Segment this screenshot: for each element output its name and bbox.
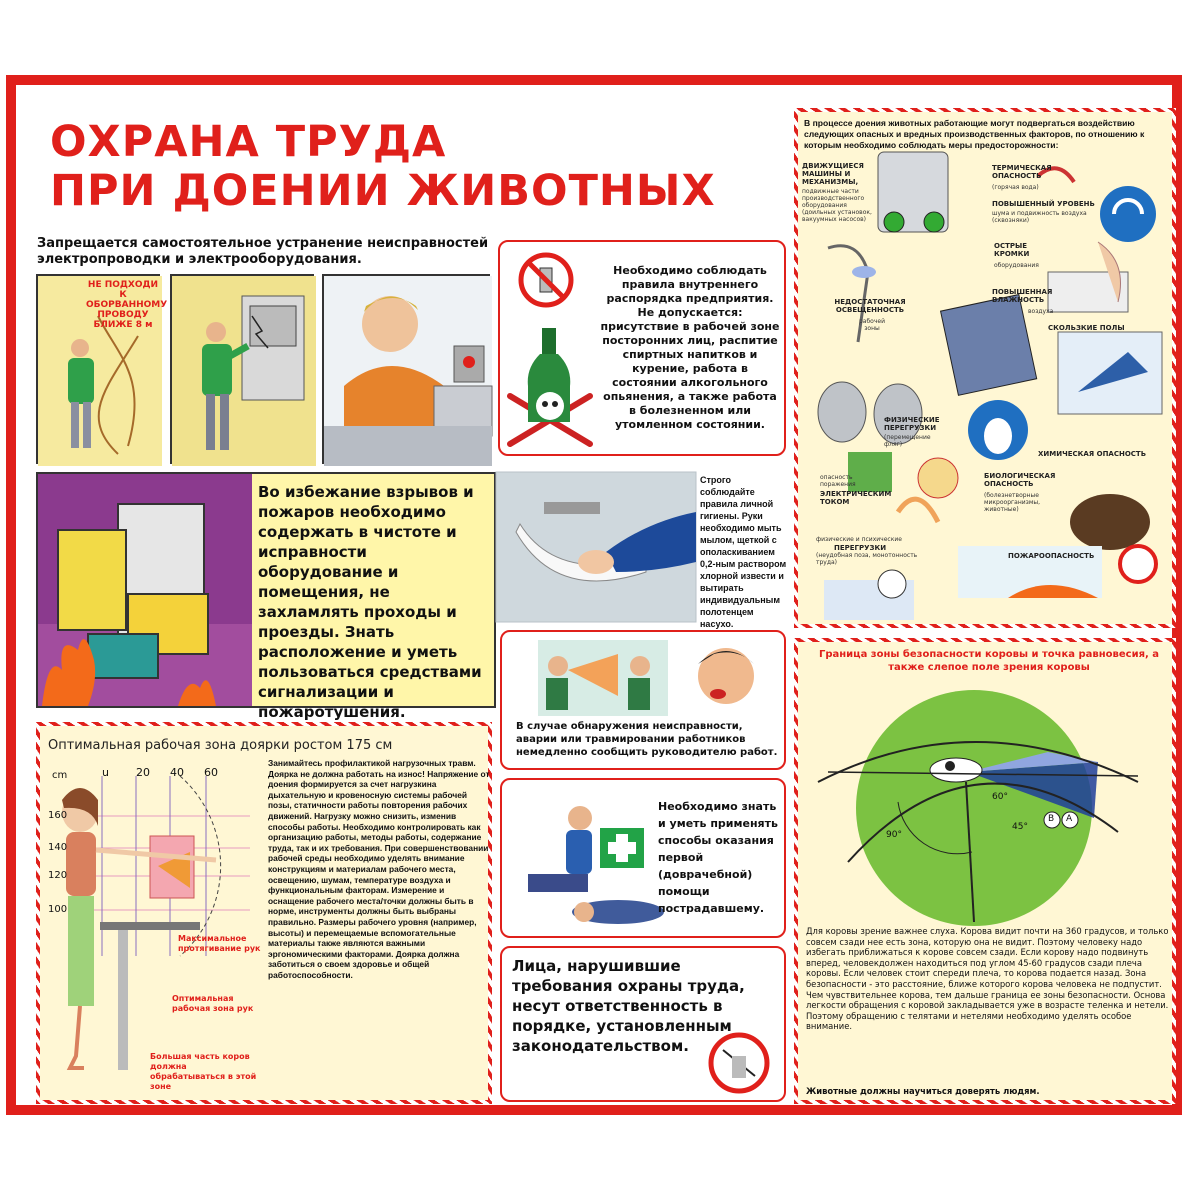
hz-fire: ПОЖАРООПАСНОСТЬ <box>1008 552 1095 560</box>
work-zone-text: Занимайтесь профилактикой нагрузочных травм. Доярка не должна работать на износ! Напряжение от доения формируется за счет нагрузкина дыхательную и кровеносную системы рабочей позы, статичности работы повторения рабочих движений. Нагрузку можно снизить, изменив способы работы. Необходимо контролировать как организацию работы, методы работы, содержание труда, так и их требования. При совершенствовании рабочей среды необходимо уделять внимание конструкциям и материалам рабочего места, освещению, шумам, температуре воздуха и функциональным факторам. Измерение и оснащение рабочего места/точки должны быть в норме, инструменты должны быть выбраны правильно. Размеры рабочего уровня (например, высоты) и перемещаемые вспомогательные материалы также являются важными эргономическими факторами. Доярка должна заботиться о своем здоровье и общей работоспособности. <box>268 758 490 980</box>
firstaid-box <box>500 778 786 938</box>
poster-title <box>50 118 716 216</box>
report-box <box>500 630 786 770</box>
fire-text: Во избежание взрывов и пожаров необходимо содержать в чистоте и исправности оборудование и помещения, не захламлять проходы и проезды. Знать расположение и уметь пользоваться средствами сигнализации и пожаротушения. <box>258 483 482 721</box>
label-big-zone: Большая часть коров должна обрабатываться в этой зоне <box>150 1052 257 1091</box>
hz-edges-sub: оборудования <box>994 262 1039 269</box>
work-zone-units: cm <box>52 770 68 781</box>
hz-light: НЕДОСТАТОЧНАЯ ОСВЕЩЕННОСТЬ <box>834 298 906 314</box>
cow-title: Граница зоны безопасности коровы и точка равновесия, а также слепое поле зрения коровы <box>818 649 1160 673</box>
hz-noise-sub: шума и подвижность воздуха (сквозняки) <box>992 210 1087 224</box>
top-tick-60: 60 <box>204 766 218 779</box>
hz-edges: ОСТРЫЕ КРОМКИ <box>994 242 1030 258</box>
hz-bio-sub: (болезнетворные микроорганизмы, животные) <box>984 492 1041 513</box>
electric-picture-1 <box>36 274 168 464</box>
cow-safety-diagram <box>798 682 1172 922</box>
hz-noise: ПОВЫШЕННЫЙ УРОВЕНЬ <box>992 200 1095 208</box>
top-tick-u: u <box>102 766 109 779</box>
hz-electric-pre: опасность поражения <box>820 474 856 488</box>
rules-not-allowed: Не допускается: <box>637 306 743 319</box>
side-tick-160: 160 <box>48 810 68 821</box>
hygiene-panel <box>496 472 788 629</box>
hazards-panel <box>794 108 1176 628</box>
hz-slippery: СКОЛЬЗКИЕ ПОЛЫ <box>1048 324 1125 332</box>
side-tick-120: 120 <box>48 870 68 881</box>
rules-intro: Необходимо соблюдать правила внутреннего распорядка предприятия. <box>606 264 774 305</box>
electric-picture-2 <box>170 274 314 464</box>
title-line-1: ОХРАНА ТРУДА <box>50 117 447 167</box>
hygiene-text: Строго соблюдайте правила личной гигиены. Руки необходимо мыть мылом, щеткой с ополаскиванием 0,2-ным раствором хлорной извести и вытирать индивидуальным полотенцем насухо. <box>700 475 787 629</box>
wire-sign-text: НЕ ПОДХОДИ К ОБОРВАННОМУ ПРОВОДУ БЛИЖЕ 8 м <box>86 280 168 330</box>
worker-illustration <box>324 276 492 466</box>
hz-psych-sub: (неудобная поза, монотонность труда) <box>816 552 918 566</box>
cow-text: Для коровы зрение важнее слуха. Корова видит почти на 360 градусов, и только совсем сзади нее есть зона, которую она не видит. Поэтому человеку надо избегать приближаться к корове совсем сзади. Если корову надо подвинуть вперед, человекдолжен находиться под углом 45-60 градусов сзади плеча коровы. Если человек стоит спереди плеча, то корова подается назад. Зона безопасности - это расстояние, ближе которого корова человека не подпустит. Чем чувствительнее корова, тем дальше граница ее зоны безопасности. Основа легкости обращения с коровой закладывается уже в возрасте теленка и нетели. Поэтому обращению с телятами и нетелями необходимо уделять особое внимание. <box>806 926 1169 1032</box>
liability-box <box>500 946 786 1102</box>
hz-thermal-sub: (горячая вода) <box>992 184 1039 191</box>
fire-panel <box>36 472 496 721</box>
hz-physical: ФИЗИЧЕСКИЕ ПЕРЕГРУЗКИ <box>884 416 940 432</box>
no-smoking-icon <box>518 252 574 308</box>
top-tick-40: 40 <box>170 766 184 779</box>
firstaid-text: Необходимо знать и уметь применять способы оказания первой (доврачебной) помощи пострадавшему. <box>658 800 778 915</box>
work-zone-title: Оптимальная рабочая зона доярки ростом 175 см <box>48 738 393 753</box>
hz-light-sub: рабочей зоны <box>859 318 885 332</box>
electric-warning: Запрещается самостоятельное устранение неисправностей электропроводки и электрооборудования. <box>37 236 489 267</box>
title-line-2: ПРИ ДОЕНИИ ЖИВОТНЫХ <box>50 166 716 216</box>
cow-angle-45: 45° <box>1012 822 1028 832</box>
label-opt-zone: Оптимальная рабочая зона рук <box>172 994 254 1013</box>
top-tick-20: 20 <box>136 766 150 779</box>
electric-picture-3 <box>322 274 490 464</box>
hz-bio: БИОЛОГИЧЕСКАЯ ОПАСНОСТЬ <box>984 472 1056 488</box>
hz-physical-sub: (перемещение фляг) <box>884 434 931 448</box>
side-tick-140: 140 <box>48 842 68 853</box>
rules-body: присутствие в рабочей зоне посторонних лиц, распитие спиртных напитков и курение, работа в состоянии алкогольного опьянения, а также работа в болезненном или утомленном состоянии. <box>600 320 780 431</box>
hz-moving-sub: подвижные части производственного оборудования (доильных установок, вакуумных насосов) <box>802 188 872 223</box>
cow-point-a: A <box>1066 814 1073 824</box>
hz-moving: ДВИЖУЩИЕСЯ МАШИНЫ И МЕХАНИЗМЫ, <box>802 162 864 186</box>
cow-panel <box>794 638 1176 1104</box>
liability-text: Лица, нарушившие требования охраны труда, несут ответственность в порядке, установленным законодательством. <box>512 957 745 1055</box>
hz-humidity-sub: воздуха <box>1028 308 1054 315</box>
hz-electric: ЭЛЕКТРИЧЕСКИМ ТОКОМ <box>820 490 892 506</box>
justice-icon <box>708 1032 770 1094</box>
firstaid-illustration <box>508 788 668 934</box>
hz-chemical: ХИМИЧЕСКАЯ ОПАСНОСТЬ <box>1038 450 1147 458</box>
hazards-intro: В процессе доения животных работающие могут подвергаться воздействию следующих опасных и вредных производственных факторов, по отношению к которым необходимо соблюдать меры предосторожности: <box>804 118 1145 150</box>
rules-text <box>600 264 780 432</box>
label-max-reach: Максимальное протягивание рук <box>178 934 261 953</box>
report-text: В случае обнаружения неисправности, аварии или травмировании работников немедленно сообщить руководителю работ. <box>516 721 778 758</box>
cow-angle-90: 90° <box>886 830 902 840</box>
work-zone-diagram <box>40 756 270 1100</box>
rules-box <box>498 240 786 456</box>
hz-psych: ПЕРЕГРУЗКИ <box>834 544 887 552</box>
cow-footer: Животные должны научиться доверять людям. <box>806 1086 1040 1096</box>
cow-point-b: B <box>1048 814 1055 824</box>
side-tick-100: 100 <box>48 904 68 915</box>
bottle-skull-icon <box>504 326 596 448</box>
work-zone-panel <box>36 722 492 1104</box>
hz-thermal: ТЕРМИЧЕСКАЯ ОПАСНОСТЬ <box>992 164 1052 180</box>
handwash-illustration <box>496 472 696 622</box>
electric-panel-illustration <box>172 276 316 466</box>
fire-room-illustration <box>38 474 252 706</box>
hz-psych-pre: физические и психические <box>816 536 902 543</box>
report-illustration <box>518 636 774 720</box>
hz-humidity: ПОВЫШЕННАЯ ВЛАЖНОСТЬ <box>992 288 1053 304</box>
cow-angle-60: 60° <box>992 792 1008 802</box>
